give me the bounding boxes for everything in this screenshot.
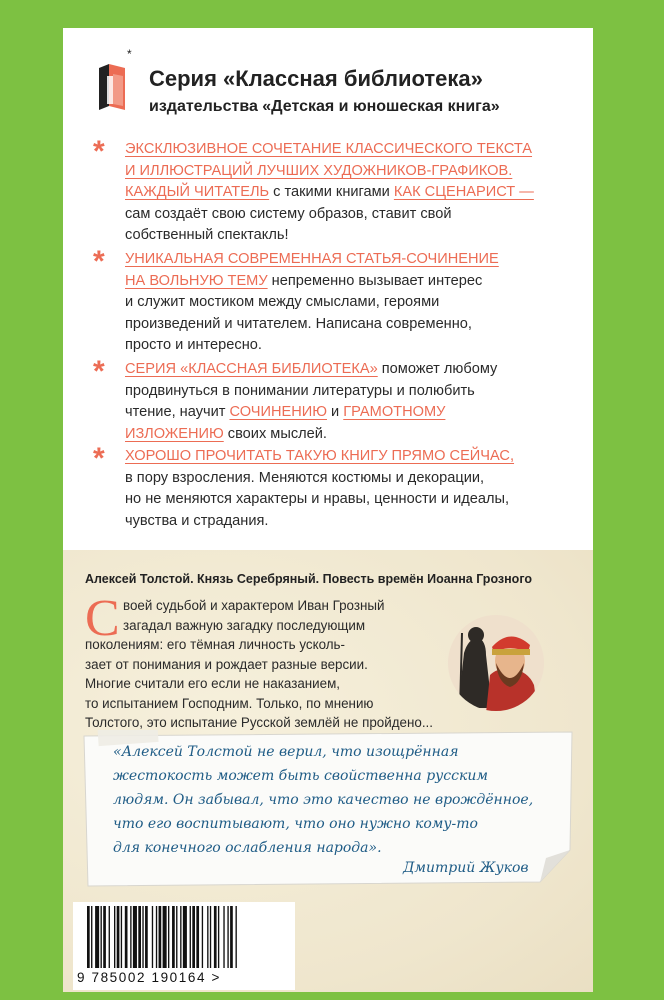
- barcode-bar: [230, 906, 233, 968]
- desc-line: Толстого, это испытание Русской землёй не пройдено...: [85, 715, 433, 730]
- barcode-bar: [95, 906, 99, 968]
- barcode-bar: [114, 906, 115, 968]
- asterisk-icon: *: [93, 355, 105, 388]
- desc-line: то испытанием Господним. Только, по мнению: [85, 695, 374, 711]
- highlight-text: НА ВОЛЬНУЮ ТЕМУ: [125, 272, 268, 289]
- book-title: Алексей Толстой. Князь Серебряный. Повесть времён Иоанна Грозного: [85, 572, 532, 586]
- feature-line: [125, 271, 577, 293]
- desc-line: зает от понимания и рождает разные версии.: [85, 656, 368, 672]
- body-text: собственный спектакль!: [125, 227, 289, 243]
- barcode-bar: [236, 906, 237, 968]
- desc-line: воей судьбой и характером Иван Грозный: [123, 598, 385, 613]
- barcode-bar: [91, 906, 92, 968]
- feature-line: [125, 225, 577, 247]
- quote-line: что его воспитывают, что оно нужно кому-то: [113, 816, 478, 832]
- quote-line: для конечного ослабления народа».: [113, 840, 382, 856]
- barcode-bar: [202, 906, 203, 968]
- feature-line: [125, 249, 577, 271]
- barcode-bar: [121, 906, 122, 968]
- body-text: своих мыслей.: [223, 425, 327, 442]
- feature-line: [125, 314, 577, 336]
- barcode-bar: [159, 906, 162, 968]
- quote-text: [113, 740, 563, 860]
- barcode-bar: [142, 906, 143, 968]
- isbn-barcode: [73, 902, 295, 990]
- desc-line: Многие считали его если не наказанием,: [85, 676, 341, 691]
- barcode-bar: [172, 906, 175, 968]
- svg-text:*: *: [127, 47, 132, 61]
- barcode-bar: [176, 906, 177, 968]
- barcode-bar: [183, 906, 187, 968]
- barcode-bars: [79, 906, 289, 970]
- feature-text: [125, 249, 577, 357]
- feature-line: [125, 381, 577, 403]
- book-info-section: [63, 550, 593, 992]
- barcode-bar: [218, 906, 219, 968]
- asterisk-icon: *: [93, 135, 105, 168]
- body-text: поможет любому: [377, 361, 498, 377]
- asterisk-icon: *: [93, 442, 105, 475]
- body-text: чтение, научит: [125, 404, 230, 420]
- feature-text: [125, 359, 577, 445]
- highlight-text: ИЗЛОЖЕНИЮ: [125, 425, 224, 442]
- feature-line: [125, 359, 577, 381]
- barcode-bar: [190, 906, 191, 968]
- barcode-bar: [192, 906, 195, 968]
- highlight-text: КАК СЦЕНАРИСТ —: [393, 184, 534, 200]
- barcode-bar: [152, 906, 153, 968]
- body-text: сам создаёт свою систему образов, ставит свой: [125, 205, 452, 222]
- body-text: в пору взросления. Меняются костюмы и декорации,: [125, 469, 485, 486]
- feature-text: [125, 139, 577, 247]
- series-logo-icon: [93, 46, 139, 116]
- series-publisher-line: издательства «Детская и юношеская книга»: [149, 98, 500, 115]
- body-text: продвинуться в понимании литературы и полюбить: [125, 382, 475, 399]
- portrait-illustration: [446, 613, 546, 713]
- body-text: просто и интересно.: [125, 337, 262, 353]
- quote-line: жестокость может быть свойственна русским: [113, 768, 488, 784]
- feature-line: [125, 424, 577, 446]
- highlight-text: ХОРОШО ПРОЧИТАТЬ ТАКУЮ КНИГУ ПРЯМО СЕЙЧАС,: [125, 448, 515, 464]
- highlight-text: СЕРИЯ «КЛАССНАЯ БИБЛИОТЕКА»: [125, 361, 378, 377]
- highlight-text: СОЧИНЕНИЮ: [229, 404, 327, 420]
- highlight-text: КАЖДЫЙ ЧИТАТЕЛЬ: [125, 184, 270, 200]
- body-text: но не меняются характеры и нравы, ценности и идеалы,: [125, 491, 510, 507]
- feature-text: [125, 446, 577, 532]
- feature-line: [125, 511, 577, 533]
- highlight-text: УНИКАЛЬНАЯ СОВРЕМЕННАЯ СТАТЬЯ-СОЧИНЕНИЕ: [125, 251, 499, 267]
- barcode-bar: [214, 906, 217, 968]
- barcode-bar: [87, 906, 90, 968]
- barcode-bar: [109, 906, 110, 968]
- feature-line: [125, 292, 577, 314]
- body-text: непременно вызывает интерес: [267, 272, 483, 289]
- barcode-bar: [227, 906, 228, 968]
- quote-line: людям. Он забывал, что это качество не врождённое,: [113, 792, 534, 808]
- series-info-panel: [63, 28, 593, 550]
- highlight-text: И ИЛЛЮСТРАЦИЙ ЛУЧШИХ ХУДОЖНИКОВ-ГРАФИКОВ.: [125, 162, 513, 179]
- barcode-bar: [138, 906, 141, 968]
- body-text: и: [327, 404, 344, 420]
- feature-line: [125, 139, 577, 161]
- feature-line: [125, 402, 577, 424]
- quote-line: «Алексей Толстой не верил, что изощрённая: [113, 744, 459, 760]
- barcode-bar: [101, 906, 102, 968]
- highlight-text: ЭКСКЛЮЗИВНОЕ СОЧЕТАНИЕ КЛАССИЧЕСКОГО ТЕКСТА: [125, 141, 533, 157]
- series-title: Серия «Классная библиотека»: [149, 66, 483, 91]
- barcode-bar: [103, 906, 106, 968]
- feature-line: [125, 161, 577, 183]
- body-text: с такими книгами: [269, 184, 394, 200]
- dropcap-letter: С: [85, 590, 120, 647]
- isbn-number: 9 785002 190164 >: [77, 970, 221, 985]
- barcode-bar: [117, 906, 120, 968]
- barcode-bar: [223, 906, 224, 968]
- desc-line: поколениям: его тёмная личность усколь-: [85, 637, 345, 652]
- barcode-bar: [180, 906, 181, 968]
- feature-line: [125, 446, 577, 468]
- barcode-bar: [196, 906, 199, 968]
- feature-line: [125, 489, 577, 511]
- barcode-bar: [156, 906, 157, 968]
- barcode-bar: [207, 906, 208, 968]
- barcode-bar: [130, 906, 131, 968]
- barcode-bar: [168, 906, 169, 968]
- barcode-bar: [163, 906, 167, 968]
- body-text: чувства и страдания.: [125, 512, 269, 529]
- barcode-bar: [125, 906, 128, 968]
- feature-line: [125, 182, 577, 204]
- body-text: и служит мостиком между смыслами, героями: [125, 294, 440, 310]
- body-text: произведений и читателем. Написана современно,: [125, 315, 472, 332]
- asterisk-icon: *: [93, 245, 105, 278]
- feature-line: [125, 468, 577, 490]
- highlight-text: ГРАМОТНОМУ: [343, 404, 446, 420]
- feature-line: [125, 335, 577, 357]
- quote-author: Дмитрий Жуков: [403, 860, 529, 876]
- barcode-bar: [210, 906, 211, 968]
- feature-line: [125, 204, 577, 226]
- barcode-bar: [133, 906, 137, 968]
- barcode-bar: [145, 906, 148, 968]
- desc-line: загадал важную загадку последующим: [123, 617, 366, 633]
